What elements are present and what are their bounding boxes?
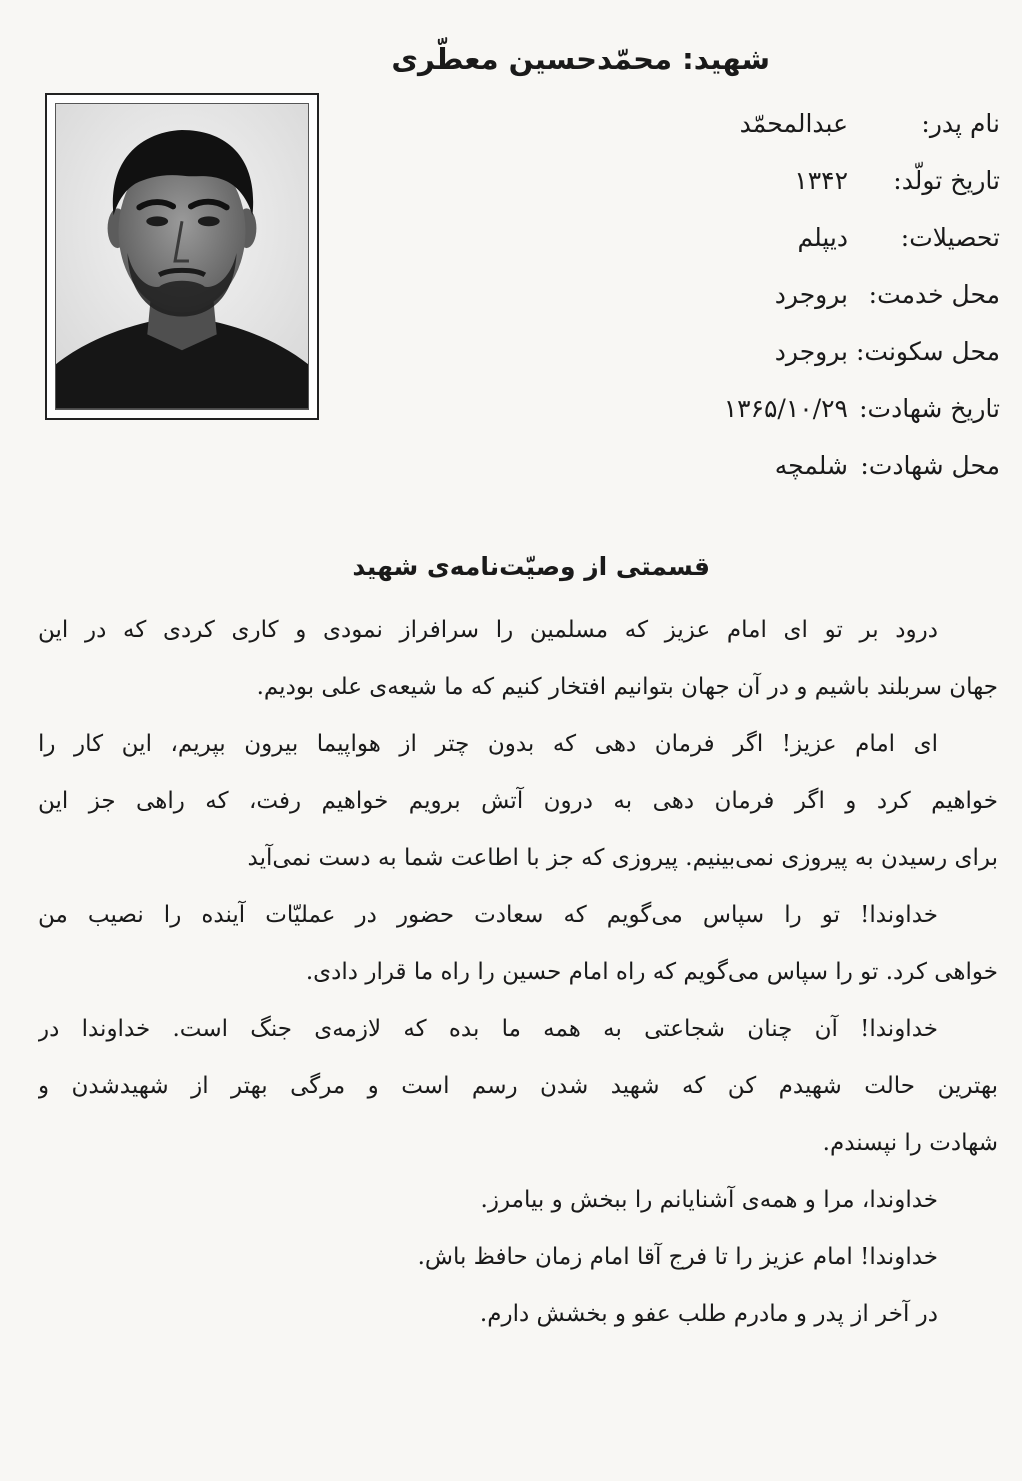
- info-label: تاریخ تولّد:: [893, 166, 1000, 195]
- will-line: خواهی کرد. تو را سپاس می‌گویم که راه امام حسین را راه ما قرار دادی.: [305, 959, 998, 985]
- will-paragraph: [38, 1286, 998, 1343]
- will-paragraph: [38, 1229, 998, 1286]
- will-line: درود بر تو ای امام عزیز که مسلمین را سرافراز نمودی و کاری کردی که در این: [38, 617, 938, 643]
- info-label: نام پدر:: [921, 109, 1000, 138]
- will-heading: قسمتی از وصیّت‌نامه‌ی شهید: [352, 552, 710, 581]
- info-label: محل شهادت:: [860, 451, 1000, 480]
- will-line: در آخر از پدر و مادرم طلب عفو و بخشش دارم.: [479, 1301, 938, 1327]
- will-paragraph: [38, 602, 998, 716]
- portrait-image: [55, 103, 309, 410]
- info-value: عبدالمحمّد: [739, 109, 848, 138]
- will-line: شهادت را نپسندم.: [822, 1130, 998, 1156]
- will-line: خداوندا، مرا و همه‌ی آشنایانم را ببخش و بیامرز.: [480, 1187, 938, 1213]
- will-paragraph: [38, 1172, 998, 1229]
- info-row-martyrdom-place: [600, 437, 1000, 494]
- will-line: بهترین حالت شهیدم کن که شهید شدن رسم است و مرگی بهتر از شهیدشدن و: [38, 1073, 998, 1099]
- will-line: خداوندا! تو را سپاس می‌گویم که سعادت حضور در عملیّات آینده را نصیب من: [38, 902, 938, 928]
- will-paragraph: [38, 1001, 998, 1172]
- will-paragraph: [38, 887, 998, 1001]
- will-line: جهان سربلند باشیم و در آن جهان بتوانیم افتخار کنیم که ما شیعه‌ی علی بودیم.: [256, 674, 998, 700]
- info-label: تحصیلات:: [900, 223, 1000, 252]
- info-row-education: [600, 209, 1000, 266]
- info-row-residence: [600, 323, 1000, 380]
- portrait-photo: [45, 93, 319, 420]
- will-paragraph: [38, 716, 998, 887]
- will-line: خداوندا! آن چنان شجاعتی به همه ما بده که لازمه‌ی جنگ است. خداوندا در: [38, 1016, 938, 1042]
- info-row-father-name: [600, 95, 1000, 152]
- page-title: شهید: محمّدحسین معطّری: [391, 42, 770, 76]
- info-value: دیپلم: [797, 223, 848, 252]
- will-line: خواهیم کرد و اگر فرمان دهی به درون آتش برویم خواهیم رفت، که راهی جز این: [38, 788, 998, 814]
- info-value: بروجرد: [774, 280, 848, 309]
- info-label: محل سکونت:: [855, 337, 1000, 366]
- info-row-service-place: [600, 266, 1000, 323]
- info-row-birth-date: [600, 152, 1000, 209]
- personal-info-list: [600, 95, 1000, 494]
- portrait-illustration: [56, 104, 308, 409]
- info-value: بروجرد: [774, 337, 848, 366]
- will-line: ای امام عزیز! اگر فرمان دهی که بدون چتر از هواپیما بیرون بپریم، این کار را: [38, 731, 938, 757]
- info-row-martyrdom-date: [600, 380, 1000, 437]
- will-line: خداوندا! امام عزیز را تا فرج آقا امام زمان حافظ باش.: [417, 1244, 938, 1270]
- info-label: تاریخ شهادت:: [859, 394, 1000, 423]
- info-value: ۱۳۴۲: [794, 166, 848, 195]
- info-label: محل خدمت:: [868, 280, 1000, 309]
- will-line: برای رسیدن به پیروزی نمی‌بینیم. پیروزی که جز با اطاعت شما به دست نمی‌آید: [247, 845, 998, 871]
- info-value: ۱۳۶۵/۱۰/۲۹: [723, 394, 848, 423]
- info-value: شلمچه: [774, 451, 848, 480]
- will-text: [38, 602, 998, 1343]
